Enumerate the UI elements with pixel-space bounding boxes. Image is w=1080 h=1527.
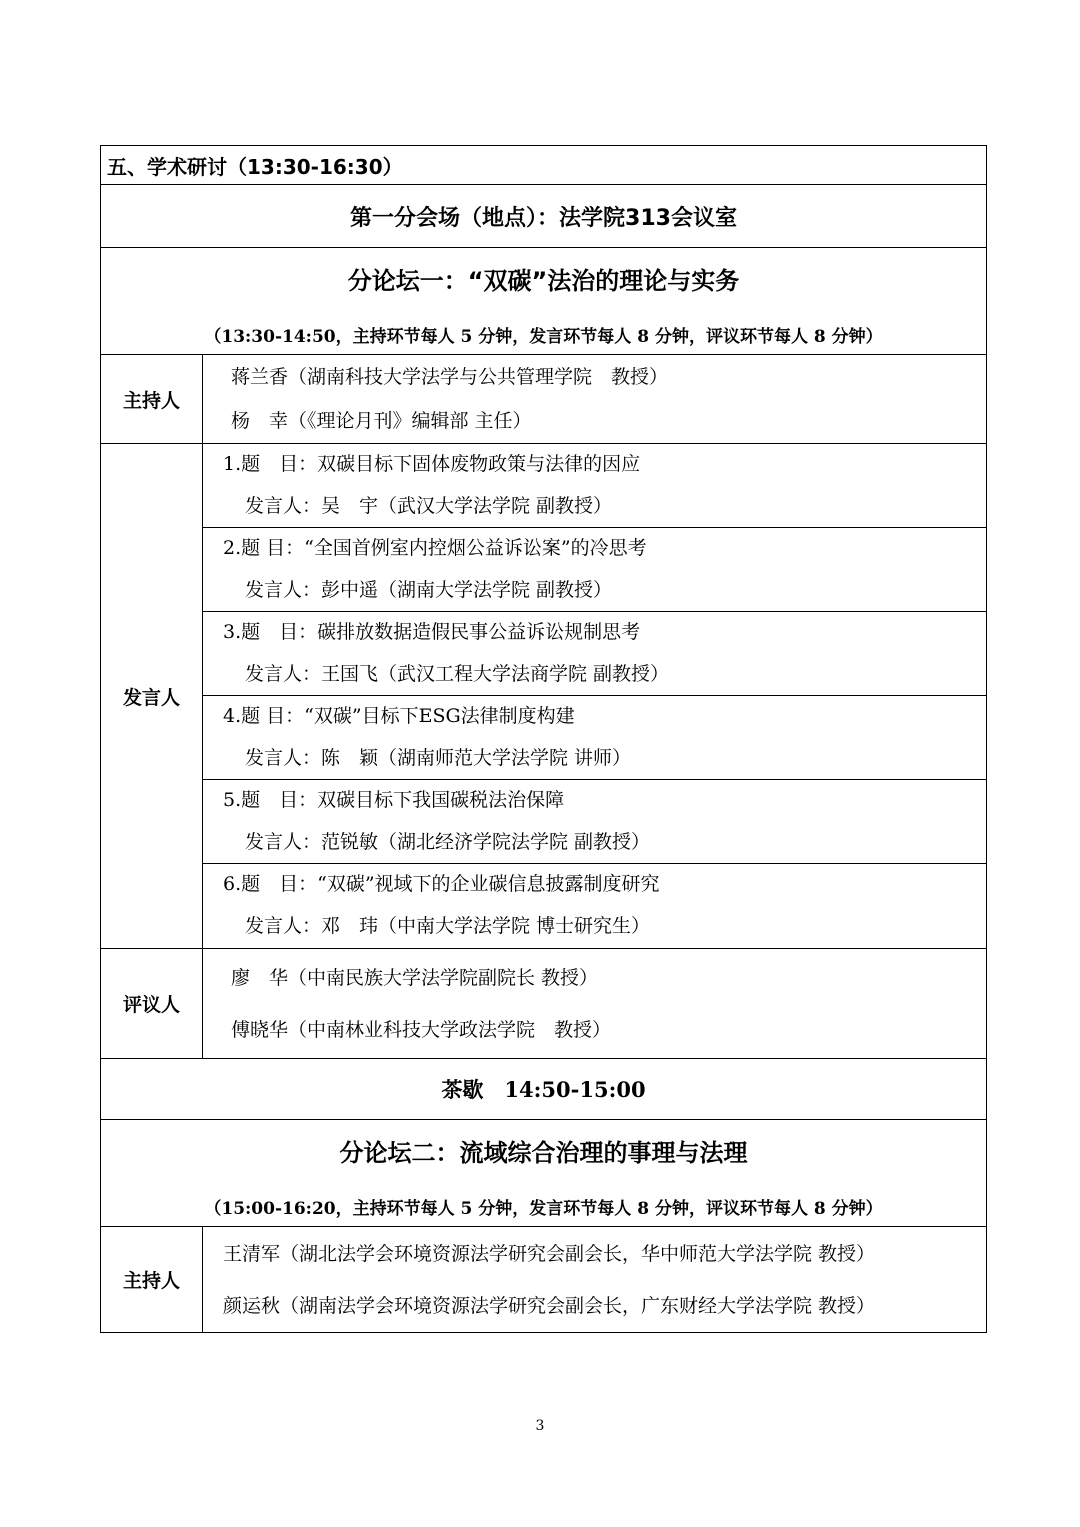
venue-title: 第一分会场（地点）：法学院313会议室 [101,185,987,248]
forum1-hosts [203,355,987,444]
talk-5 [203,780,986,864]
forum1-hosts-label: 主持人 [101,355,203,444]
forum1-reviewer-2: 傅晓华（中南林业科技大学政法学院 教授） [231,1018,612,1041]
talk-topic: 6.题 目：“双碳”视域下的企业碳信息披露制度研究 [223,873,660,895]
program-table [100,145,987,1333]
forum1-host-2: 杨 幸（《理论月刊》编辑部 主任） [231,410,532,432]
section-title: 五、学术研讨（13:30-16:30） [101,146,987,185]
talk-4 [203,696,986,780]
tea-break: 茶歇 14:50-15:00 [101,1059,987,1120]
talk-speaker: 发言人：范锐敏（湖北经济学院法学院 副教授） [245,831,651,853]
page-number: 3 [535,1418,545,1434]
talk-speaker: 发言人：邓 玮（中南大学法学院 博士研究生） [245,915,651,937]
talk-1 [203,444,986,528]
forum1-talks [203,444,987,949]
forum1-reviewer-1: 廖 华（中南民族大学法学院副院长 教授） [231,966,599,989]
talk-topic: 1.题 目：双碳目标下固体废物政策与法律的因应 [223,453,641,475]
talk-topic: 4.题 目：“双碳”目标下ESG法律制度构建 [223,705,575,727]
talk-speaker: 发言人：彭中遥（湖南大学法学院 副教授） [245,579,613,601]
talk-3 [203,612,986,696]
talk-speaker: 发言人：吴 宇（武汉大学法学院 副教授） [245,495,613,517]
forum1-speakers-label: 发言人 [101,444,203,949]
forum1-reviewers [203,949,987,1059]
forum2-title: 分论坛二：流域综合治理的事理与法理 [339,1139,748,1167]
talk-speaker: 发言人：陈 颖（湖南师范大学法学院 讲师） [245,747,632,769]
forum1-reviewers-label: 评议人 [101,949,203,1059]
forum2-hosts-label: 主持人 [101,1227,203,1333]
talk-topic: 5.题 目：双碳目标下我国碳税法治保障 [223,789,565,811]
talk-2 [203,528,986,612]
forum1-header [101,248,987,355]
forum1-host-1: 蒋兰香（湖南科技大学法学与公共管理学院 教授） [231,366,669,388]
talk-6 [203,864,986,948]
talk-topic: 2.题 目：“全国首例室内控烟公益诉讼案”的冷思考 [223,537,647,559]
forum1-title: 分论坛一：“双碳”法治的理论与实务 [347,267,740,295]
talk-speaker: 发言人：王国飞（武汉工程大学法商学院 副教授） [245,663,670,685]
forum2-schedule: （15:00-16:20，主持环节每人 5 分钟，发言环节每人 8 分钟，评议环节每人 8 分钟） [204,1199,883,1219]
forum2-hosts [203,1227,987,1333]
forum2-host-2: 颜运秋（湖南法学会环境资源法学研究会副会长，广东财经大学法学院 教授） [223,1294,876,1317]
talk-topic: 3.题 目：碳排放数据造假民事公益诉讼规制思考 [223,621,641,643]
forum1-schedule: （13:30-14:50，主持环节每人 5 分钟，发言环节每人 8 分钟，评议环节每人 8 分钟） [204,327,883,347]
forum2-header [101,1120,987,1227]
forum2-host-1: 王清军（湖北法学会环境资源法学研究会副会长，华中师范大学法学院 教授） [223,1242,876,1265]
